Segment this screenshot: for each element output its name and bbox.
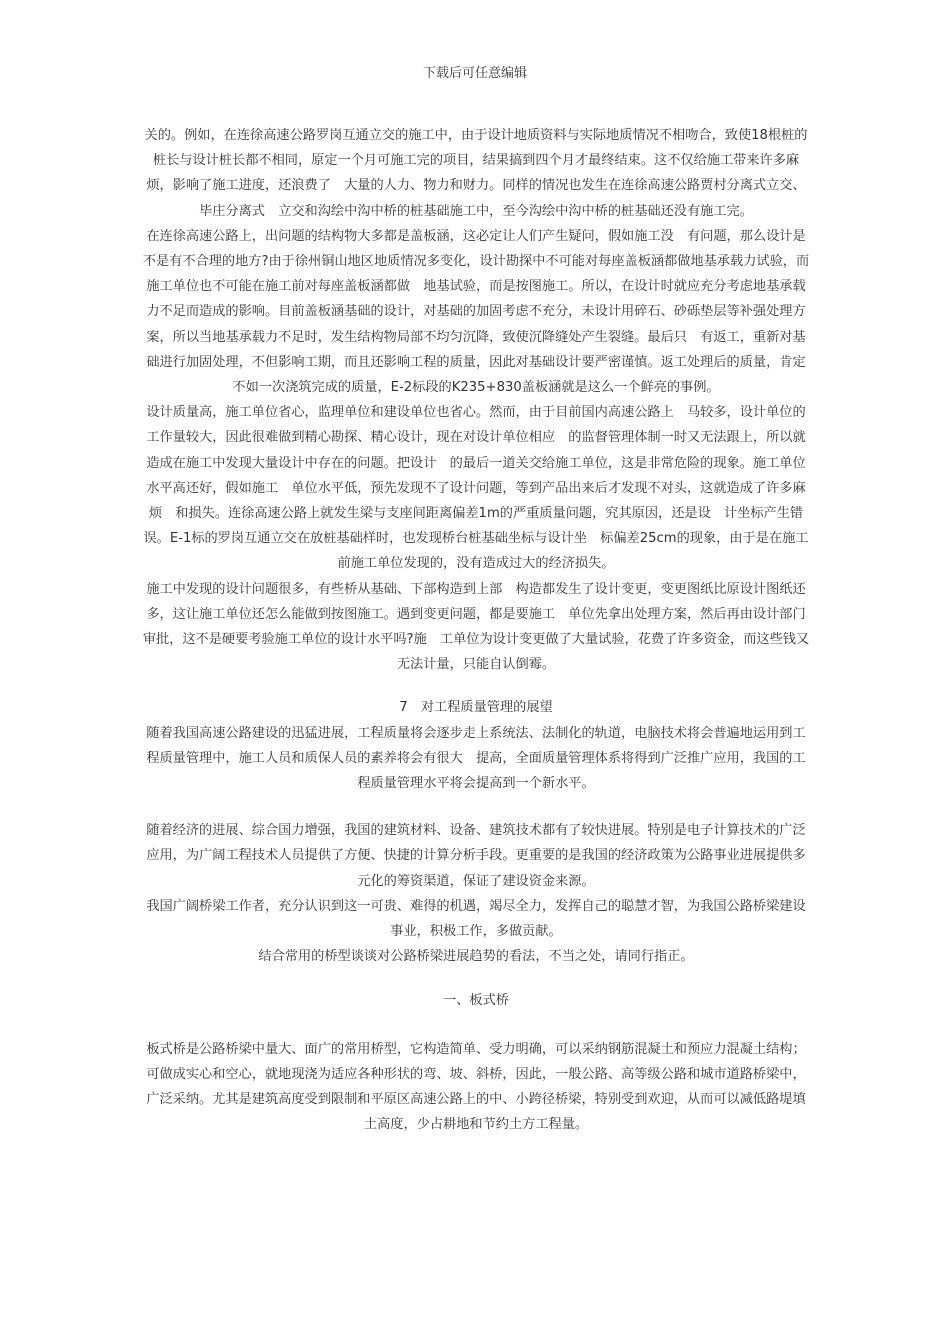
paragraph: 我国广阔桥梁工作者，充分认识到这一可贵、难得的机遇，竭尽全力，发挥自己的聪慧才智，为我国公路桥梁建设事业，积极工作，多做贡献。 xyxy=(146,898,806,940)
paragraph: 板式桥是公路桥梁中量大、面广的常用桥型，它构造简单、受力明确，可以采纳钢筋混凝土和预应力混凝土结构；可做成实心和空心，就地现浇为适应各种形状的弯、坡、斜桥，因此，一般公路、高等级公路和城市道路桥梁中，广泛采纳。尤其是建筑高度受到限制和平原区高速公路上的中、小跨径桥梁，特别受到欢迎，从而可以减低路堤填土高度，少占耕地和节约土方工程量。 xyxy=(146,1041,806,1133)
paragraph: 在连徐高速公路上，出问题的结构物大多都是盖板涵，这必定让人们产生疑问，假如施工没 有问题，那么设计是不是有不合理的地方?由于徐州铜山地区地质情况多变化，设计勘探中不可能对每座盖板涵都做地基承载力试验，而施工单位也不可能在施工前对每座盖板涵都做 地基试验，而是按图施工。所以，在设计时就应充分考虑地基承载力不足而造成的影响。目前盖板涵基础的设计，对基础的加固考虑不充分，未设计用碎石、砂砾垫层等补强处理方案，所以当地基承载力不足时，发生结构物局部不均匀沉降，致使沉降缝处产生裂缝。最后只 有返工，重新对基础进行加固处理，不但影响工期，而且还影响工程的质量，因此对基础设计要严密谨慎。返工处理后的质量，肯定不如一次浇筑完成的质量，E-2标段的K235+830盖板涵就是这么一个鲜亮的事例。 xyxy=(142,228,810,396)
spacer xyxy=(140,1013,812,1037)
document-body xyxy=(140,123,812,1138)
spacer xyxy=(140,796,812,818)
paragraph: 结合常用的桥型谈谈对公路桥梁进展趋势的看法，不当之处，请同行指正。 xyxy=(258,949,694,965)
paragraph: 设计质量高，施工单位省心，监理单位和建设单位也省心。然而，由于目前国内高速公路上 马较多，设计单位的工作量较大，因此很难做到精心勘探、精心设计，现在对设计单位相应 的监督管理体制一时又无法跟上，所以就造成在施工中发现大量设计中存在的问题。把设计 的最后一道关交给施工单位，这是非常危险的现象。施工单位水平高还好，假如施工 单位水平低，预先发现不了设计问题，等到产品出来后才发现不对头，这就造成了许多麻烦 和损失。连徐高速公路上就发生梁与支座间距离偏差1m的严重质量问题，究其原因，还是设 计坐标产生错误。E-1标的罗岗互通立交在放桩基础样时，也发现桥台桩基础坐标与设计坐 标偏差25cm的现象，由于是在施工前施工单位发现的，没有造成过大的经济损失。 xyxy=(143,405,809,572)
spacer xyxy=(140,970,812,988)
paragraph: 关的。例如，在连徐高速公路罗岗互通立交的施工中，由于设计地质资料与实际地质情况不相吻合，致使18根桩的桩长与设计桩长都不相同，原定一个月可施工完的项目，结果搞到四个月才最终结束。这不仅给施工带来许多麻烦，影响了施工进度，还浪费了 大量的人力、物力和财力。同样的情况也发生在连徐高速公路贾村分离式立交、毕庄分离式 立交和沟绘中沟中桥的桩基础施工中，至今沟绘中沟中桥的桩基础还没有施工完。 xyxy=(144,128,808,219)
section-heading: 7 对工程质量管理的展望 xyxy=(399,700,553,716)
page-header-note: 下载后可任意编辑 xyxy=(422,66,527,81)
paragraph: 随着我国高速公路建设的迅猛进展，工程质量将会逐步走上系统法、法制化的轨道，电脑技术将会普遍地运用到工程质量管理中，施工人员和质保人员的素养将会有很大 提高，全面质量管理体系将得到广泛推广应用，我国的工程质量管理水平将会提高到一个新水平。 xyxy=(146,725,806,792)
section-heading: 一、板式桥 xyxy=(443,992,509,1008)
spacer xyxy=(140,677,812,695)
paragraph: 施工中发现的设计问题很多，有些桥从基础、下部构造到上部 构造都发生了设计变更，变更图纸比原设计图纸还多，这让施工单位还怎么能做到按图施工。遇到变更问题，都是要施工 单位先拿出处理方案，然后再由设计部门审批，这不是硬要考验施工单位的设计水平吗?施 工单位为设计变更做了大量试验，花费了许多资金，而这些钱又无法计量，只能自认倒霉。 xyxy=(142,581,810,673)
paragraph: 随着经济的进展、综合国力增强，我国的建筑材料、设备、建筑技术都有了较快进展。特别是电子计算技术的广泛应用，为广阔工程技术人员提供了方便、快捷的计算分析手段。更重要的是我国的经济政策为公路事业进展提供多元化的筹资渠道，保证了建设资金来源。 xyxy=(146,823,806,889)
